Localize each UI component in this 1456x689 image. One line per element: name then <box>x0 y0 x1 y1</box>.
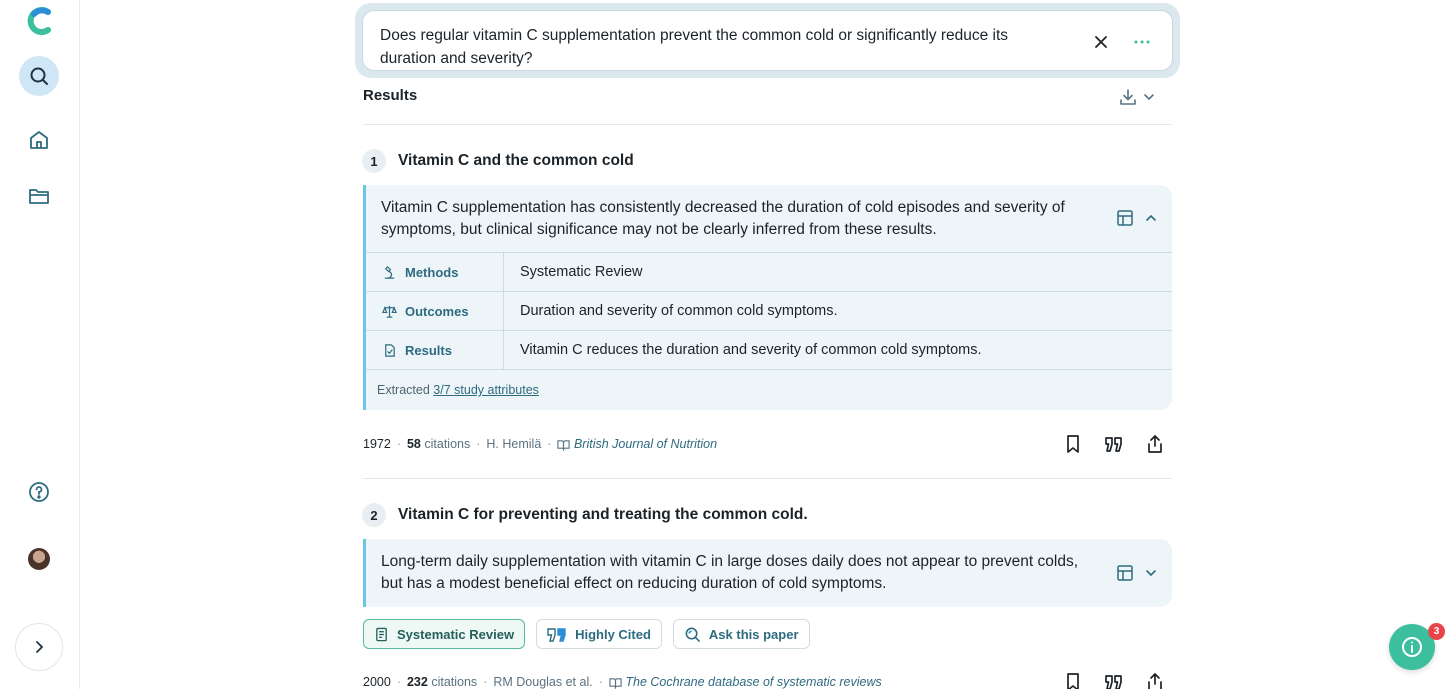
citations-label[interactable]: citations <box>424 437 471 451</box>
sidebar-expand-button[interactable] <box>15 623 63 671</box>
highly-cited-quote-icon <box>547 627 567 642</box>
help-icon <box>27 480 51 504</box>
search-icon <box>27 64 51 88</box>
sidebar-home-button[interactable] <box>19 120 59 160</box>
chevron-down-icon[interactable] <box>1144 566 1158 580</box>
attribute-row-results <box>366 331 1172 370</box>
chevron-right-icon <box>31 639 47 655</box>
search-query-text[interactable]: Does regular vitamin C supplementation prevent the common cold or significantly reduce its duration and severity? <box>380 27 1009 67</box>
search-input[interactable] <box>362 10 1173 71</box>
tag-systematic-review[interactable] <box>363 619 525 649</box>
attribute-value: Duration and severity of common cold symptoms. <box>520 303 838 319</box>
result-actions <box>1062 433 1166 455</box>
download-icon <box>1118 87 1138 107</box>
result-journal[interactable]: The Cochrane database of systematic reviews <box>625 675 882 689</box>
quote-icon[interactable] <box>1103 671 1125 689</box>
result-meta: 2000 · 232 citations · RM Douglas et al. · The Cochrane database of systematic reviews <box>363 675 882 689</box>
clear-search-button[interactable] <box>1090 31 1112 53</box>
result-title[interactable]: Vitamin C for preventing and treating the common cold. <box>398 506 808 523</box>
citation-count: 58 <box>406 437 421 451</box>
extracted-attributes-link[interactable]: 3/7 study attributes <box>433 383 539 397</box>
app-logo-icon[interactable] <box>26 6 54 36</box>
attribute-row-outcomes <box>366 292 1172 331</box>
table-view-icon[interactable] <box>1116 564 1134 582</box>
result-meta: 1972 · 58 citations · H. Hemilä · British Journal of Nutrition <box>363 437 718 451</box>
divider <box>363 124 1172 125</box>
scale-icon <box>382 304 397 319</box>
result-year: 2000 <box>363 675 391 689</box>
close-icon <box>1094 35 1108 49</box>
info-icon <box>1400 635 1424 659</box>
attribute-label: Methods <box>405 264 459 280</box>
search-loading-button[interactable] <box>1131 31 1153 53</box>
extracted-attributes-note <box>377 383 539 397</box>
search-paper-icon <box>684 626 701 643</box>
review-document-icon <box>374 627 389 642</box>
result-tags <box>363 619 810 649</box>
table-view-icon[interactable] <box>1116 209 1134 227</box>
folder-icon <box>27 184 51 208</box>
result-number-badge: 1 <box>362 149 386 173</box>
book-icon <box>557 438 570 451</box>
home-icon <box>27 128 51 152</box>
chevron-up-icon[interactable] <box>1144 211 1158 225</box>
share-icon[interactable] <box>1144 671 1166 689</box>
study-attributes-table <box>366 252 1172 370</box>
microscope-icon <box>382 265 397 280</box>
divider <box>363 478 1172 479</box>
tag-label: Highly Cited <box>575 626 651 642</box>
search-container <box>355 3 1180 78</box>
sidebar-help-button[interactable] <box>19 472 59 512</box>
tag-highly-cited[interactable] <box>536 619 662 649</box>
tag-label: Ask this paper <box>708 626 799 642</box>
ask-this-paper-button[interactable] <box>673 619 810 649</box>
result-actions <box>1062 671 1166 689</box>
more-dots-icon <box>1133 39 1151 45</box>
extracted-prefix: Extracted <box>377 383 430 397</box>
result-authors[interactable]: H. Hemilä <box>486 437 542 451</box>
attribute-row-methods <box>366 253 1172 292</box>
attribute-label: Results <box>405 342 452 358</box>
result-summary-card <box>363 539 1172 607</box>
attribute-value: Vitamin C reduces the duration and severity of common cold symptoms. <box>520 342 982 358</box>
bookmark-icon[interactable] <box>1062 671 1084 689</box>
attribute-value: Systematic Review <box>520 264 643 280</box>
result-authors[interactable]: RM Douglas et al. <box>493 675 593 689</box>
share-icon[interactable] <box>1144 433 1166 455</box>
notification-badge: 3 <box>1428 623 1445 640</box>
avatar[interactable] <box>28 548 50 570</box>
result-title[interactable]: Vitamin C and the common cold <box>398 152 634 169</box>
result-number-badge: 2 <box>362 503 386 527</box>
sidebar-folder-button[interactable] <box>19 176 59 216</box>
book-icon <box>609 676 622 689</box>
tag-label: Systematic Review <box>397 626 515 642</box>
chevron-down-icon <box>1142 90 1156 104</box>
bookmark-icon[interactable] <box>1062 433 1084 455</box>
result-summary-text: Long-term daily supplementation with vitamin C in large doses daily does not appear to prevent colds, but has a modest beneficial effect on reducing duration of cold symptoms. <box>381 553 1079 592</box>
result-summary-text: Vitamin C supplementation has consistently decreased the duration of cold episodes and severity of symptoms, but clinical significance may not be clearly inferred from these results. <box>381 199 1065 238</box>
attribute-label: Outcomes <box>405 303 469 319</box>
download-results-button[interactable] <box>1118 84 1164 110</box>
result-journal[interactable]: British Journal of Nutrition <box>573 437 718 451</box>
quote-icon[interactable] <box>1103 433 1125 455</box>
result-year: 1972 <box>363 437 391 451</box>
sidebar-search-button[interactable] <box>19 56 59 96</box>
citation-count: 232 <box>406 675 428 689</box>
sidebar <box>0 0 80 689</box>
citations-label[interactable]: citations <box>431 675 478 689</box>
document-icon <box>382 343 397 358</box>
result-summary-card <box>363 185 1172 410</box>
results-heading: Results <box>363 87 418 104</box>
